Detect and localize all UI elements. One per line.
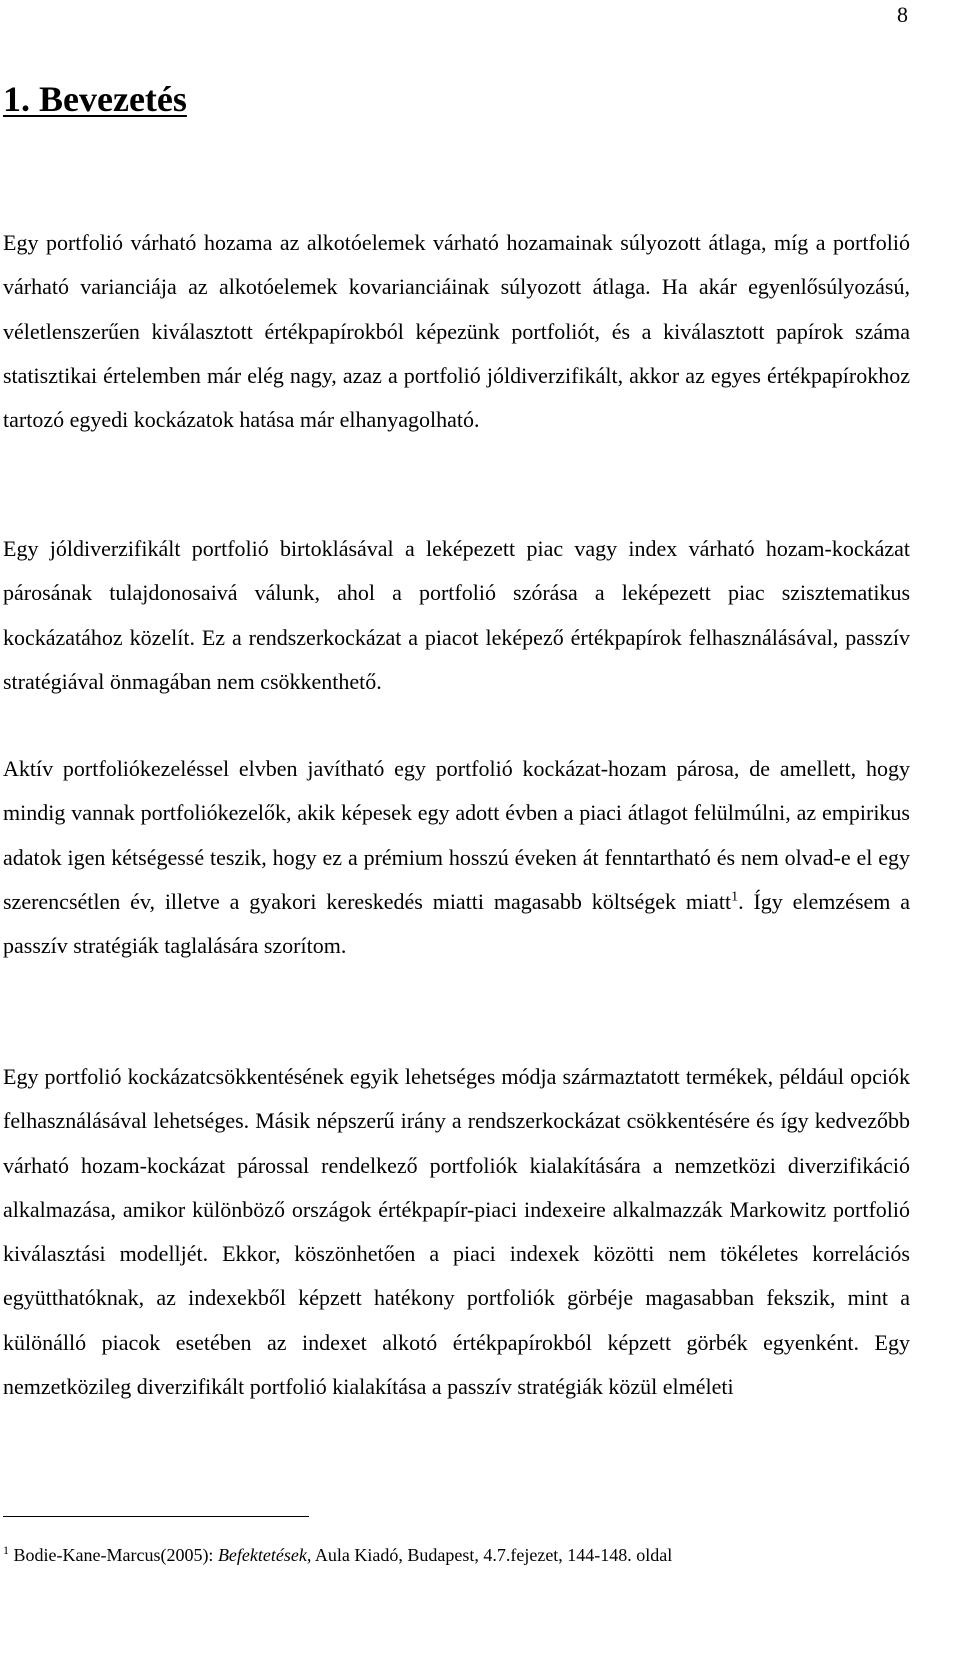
paragraph-1: Egy portfolió várható hozama az alkotóelemek várható hozamainak súlyozott átlaga, míg a portfolió várható varianciája az alkotóelemek kovarianciáinak súlyozott átlaga. Ha akár egyenlősúlyozású, véletlenszerűen kiválasztott értékpapírokból képezünk portfoliót, és a kiválasztott papírok száma statisztikai értelemben már elég nagy, azaz a portfolió jóldiverzifikált, akkor az egyes értékpapírokhoz tartozó egyedi kockázatok hatása már elhanyagolható. [3,230,910,433]
footnote-mark: 1 [3,1543,9,1557]
footnote-separator [3,1516,309,1517]
paragraph-2: Egy jóldiverzifikált portfolió birtoklásával a leképezett piac vagy index várható hozam-kockázat párosának tulajdonosaivá válunk, ahol a portfolió szórása a leképezett piac szisztematikus kockázatához közelít. Ez a rendszerkockázat a piacot leképező értékpapírok felhasználásával, passzív stratégiával önmagában nem csökkenthető. [3,536,910,694]
paragraph-3 [3,747,910,968]
footnote-book-title: Befektetések, [217,1545,312,1565]
paragraph-3-text-end: . Így elemzésem a passzív stratégiák taglalására szorítom. [3,888,910,959]
paragraph-4: Egy portfolió kockázatcsökkentésének egyik lehetséges módja származtatott termékek, például opciók felhasználásával lehetséges. Másik népszerű irány a rendszerkockázat csökkentésére és így kedvezőbb várható hozam-kockázat párossal rendelkező portfoliók kialakítására a nemzetközi diverzifikáció alkalmazása, amikor különböző országok értékpapír-piaci indexeire alkalmazzák Markowitz portfolió kiválasztási modelljét. Ekkor, köszönhetően a piaci indexek közötti nem tökéletes korrelációs együtthatóknak, az indexekből képzett hatékony portfoliók görbéje magasabban fekszik, mint a különálló piacok esetében az indexet alkotó értékpapírokból képzett görbék egyenként. Egy nemzetközileg diverzifikált portfolió kialakítása a passzív stratégiák közül elméleti [3,1064,910,1400]
footnote-details: Aula Kiadó, Budapest, 4.7.fejezet, 144-148. oldal [311,1545,673,1565]
footnote-reference: 1 [731,889,739,905]
page-number: 8 [897,2,908,27]
footnote-authors: Bodie-Kane-Marcus(2005): [9,1545,218,1565]
chapter-heading: 1. Bevezetés [3,79,187,119]
paragraph-3-text: Aktív portfoliókezeléssel elvben javítható egy portfolió kockázat-hozam párosa, de amellett, hogy mindig vannak portfoliókezelők, akik képesek egy adott évben a piaci átlagot felülmúlni, az empirikus adatok igen kétségessé teszik, hogy ez a prémium hosszú éveken át fenntartható és nem olvad-e el egy szerencsétlen év, illetve a gyakori kereskedés miatti magasabb költségek miatt [3,756,910,914]
footnote [3,1540,672,1570]
